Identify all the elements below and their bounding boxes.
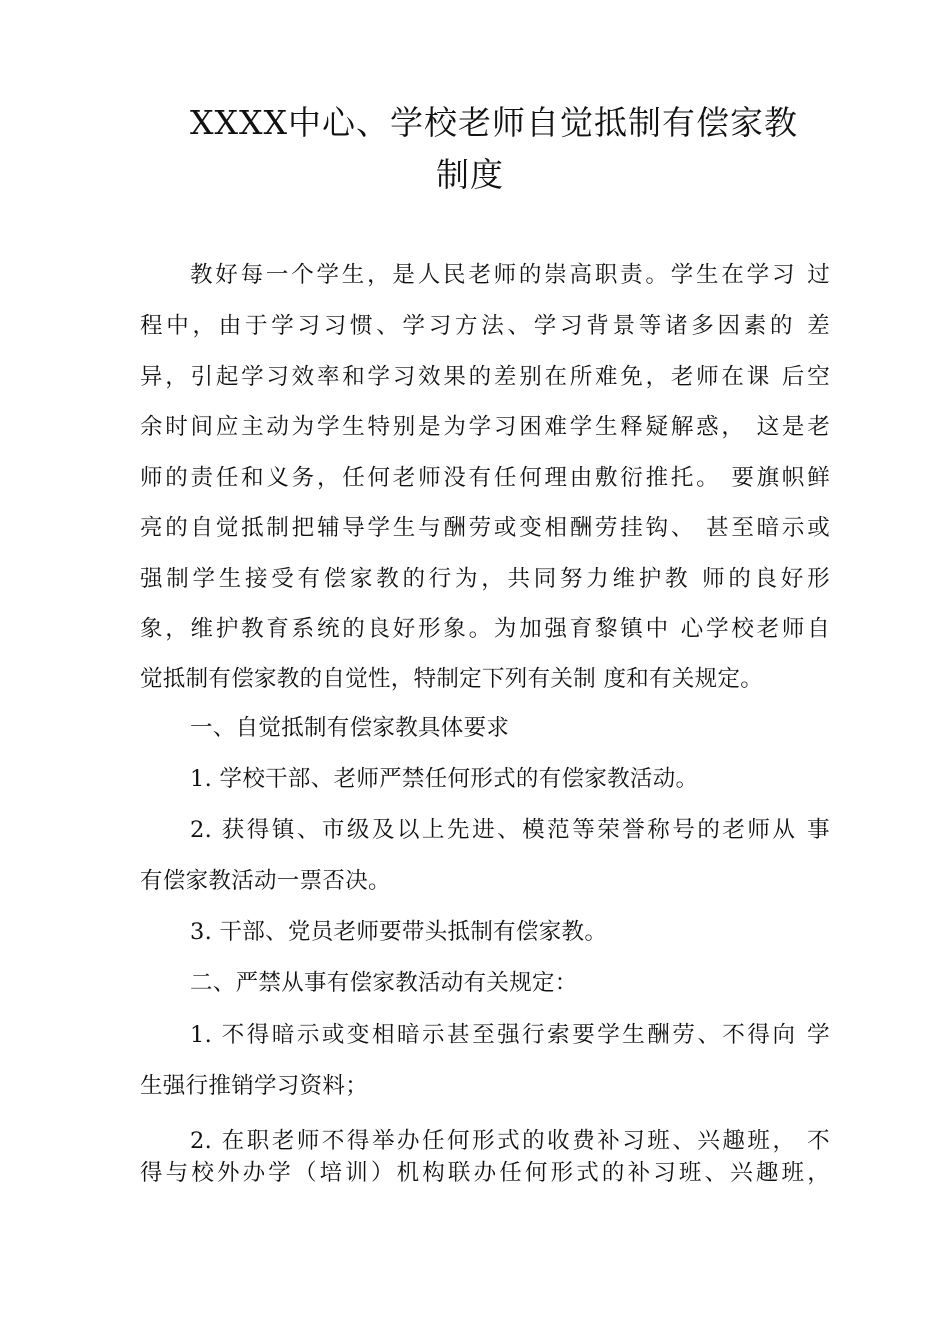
paragraph-line: 教好每一个学生，是人民老师的崇高职责。学生在学习 过 [190,262,830,288]
list-item: 1. 不得暗示或变相暗示甚至强行索要学生酬劳、不得向 学 [190,1022,830,1048]
section-heading-2: 二、严禁从事有偿家教活动有关规定： [190,970,578,996]
list-item: 3. 干部、党员老师要带头抵制有偿家教。 [190,919,608,945]
paragraph-line: 觉抵制有偿家教的自觉性，特制定下列有关制 度和有关规定。 [140,666,764,692]
paragraph-line: 师的责任和义务，任何老师没有任何理由敷衍推托。 要旗帜鲜 [140,465,830,491]
paragraph-line: 象，维护教育系统的良好形象。为加强育黎镇中 心学校老师自 [140,616,830,642]
paragraph-line: 余时间应主动为学生特别是为学习困难学生释疑解惑， 这是老 [140,414,830,440]
list-item-continuation: 有偿家教活动一票否决。 [140,868,391,894]
paragraph-line: 程中，由于学习习惯、学习方法、学习背景等诸多因素的 差 [140,313,830,339]
paragraph-line: 亮的自觉抵制把辅导学生与酬劳或变相酬劳挂钩、 甚至暗示或 [140,515,830,541]
document-title-line-2: 制度 [436,155,504,194]
list-item: 2. 获得镇、市级及以上先进、模范等荣誉称号的老师从 事 [190,817,830,843]
paragraph-line: 异，引起学习效率和学习效果的差别在所难免，老师在课 后空 [140,364,830,390]
list-item-continuation: 生强行推销学习资料； [140,1073,369,1099]
list-item: 2. 在职老师不得举办任何形式的收费补习班、兴趣班， 不 [190,1128,830,1154]
paragraph-line: 强制学生接受有偿家教的行为，共同努力维护教 师的良好形 [140,566,830,592]
document-title-line-1: XXXX中心、学校老师自觉抵制有偿家教 [190,103,798,142]
section-heading-1: 一、自觉抵制有偿家教具体要求 [190,715,510,741]
list-item: 1. 学校干部、老师严禁任何形式的有偿家教活动。 [190,766,699,792]
list-item-continuation: 得与校外办学（培训）机构联办任何形式的补习班、兴趣班， [140,1160,830,1186]
